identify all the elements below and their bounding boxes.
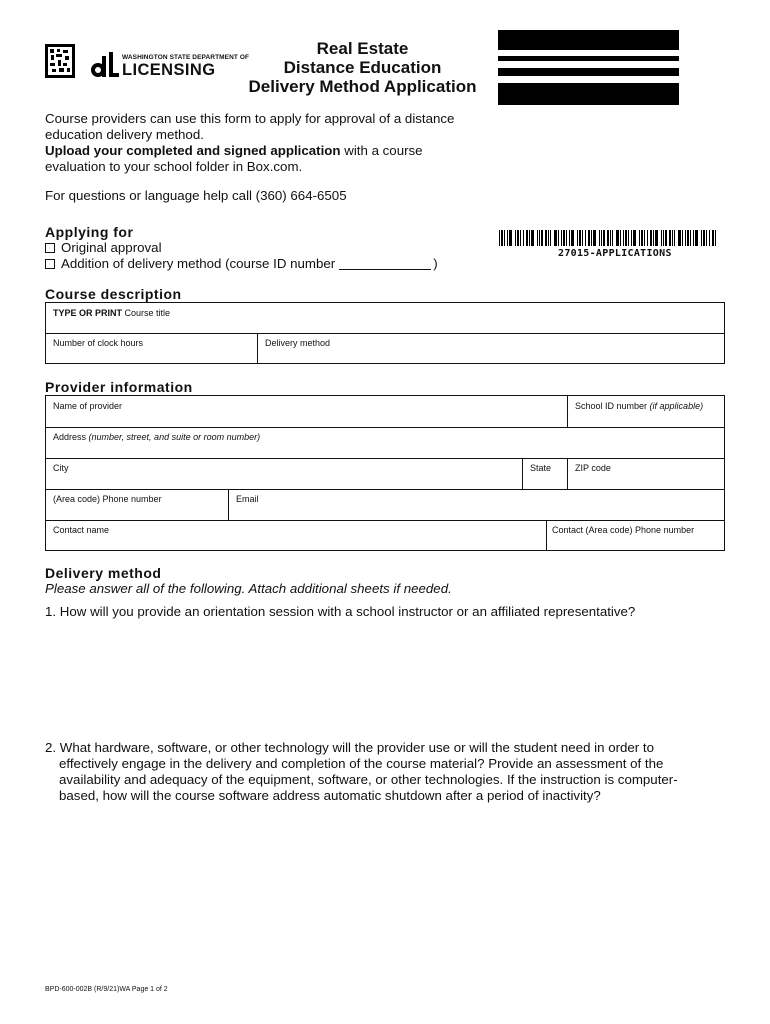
barcode-stripe <box>653 230 654 246</box>
barcode-stripe <box>529 230 530 246</box>
barcode-stripe <box>593 230 596 246</box>
barcode-stripe <box>655 230 658 246</box>
barcode-stripe <box>687 230 689 246</box>
barcode-stripe <box>504 230 505 246</box>
phone-label: (Area code) Phone number <box>53 494 162 504</box>
provider-name-label: Name of provider <box>53 401 123 411</box>
barcode-stripe <box>548 230 549 246</box>
original-approval-label: Original approval <box>61 240 162 255</box>
barcode-stripe <box>554 230 557 246</box>
barcode-stripe <box>561 230 562 246</box>
provider-heading: Provider information <box>45 379 193 395</box>
bar <box>498 83 679 105</box>
barcode-stripe <box>620 230 621 246</box>
barcode-stripe <box>612 230 613 246</box>
barcode-stripe <box>563 230 565 246</box>
barcode-stripe <box>520 230 521 246</box>
contact-phone-field[interactable] <box>547 520 724 550</box>
barcode-stripe <box>558 230 559 246</box>
intro-text <box>45 111 485 175</box>
barcode-stripe <box>607 230 609 246</box>
delivery-instruction: Please answer all of the following. Attach additional sheets if needed. <box>45 581 452 596</box>
barcode-stripe <box>610 230 611 246</box>
barcode-stripe <box>693 230 694 246</box>
barcode-stripe <box>690 230 691 246</box>
barcode-stripe <box>703 230 705 246</box>
state-field[interactable] <box>523 458 567 489</box>
barcode-stripe <box>507 230 508 246</box>
barcode-stripe <box>616 230 619 246</box>
upload-rest: with a course evaluation to your school folder in Box.com. <box>45 143 423 174</box>
barcode-stripe <box>577 230 578 246</box>
bar <box>498 68 679 76</box>
barcode-stripe <box>674 230 675 246</box>
applying-for-section <box>45 224 438 272</box>
barcode-stripe <box>545 230 547 246</box>
upload-instructions <box>45 143 485 175</box>
course-description-table <box>45 302 725 364</box>
upload-bold: Upload your completed and signed application <box>45 143 341 158</box>
barcode-stripe <box>682 230 683 246</box>
address-note: (number, street, and suite or room number) <box>88 432 261 442</box>
barcode-stripe <box>695 230 698 246</box>
barcode-stripe <box>709 230 710 246</box>
delivery-method-section <box>45 565 735 924</box>
applying-heading: Applying for <box>45 224 134 240</box>
barcode-stripe <box>531 230 534 246</box>
email-field[interactable] <box>229 489 724 520</box>
barcode-stripe <box>499 230 500 246</box>
provider-name-field[interactable] <box>46 396 567 427</box>
school-id-label: School ID number <box>575 401 650 411</box>
barcode-stripe <box>579 230 581 246</box>
barcode-stripe <box>715 230 716 246</box>
zip-label: ZIP code <box>575 463 611 473</box>
barcode-stripe <box>541 230 543 246</box>
barcode-stripe <box>509 230 512 246</box>
bar <box>498 56 679 61</box>
answer-2-area[interactable] <box>45 804 735 924</box>
barcode-stripe <box>639 230 640 246</box>
barcode-stripe <box>650 230 652 246</box>
school-id-field[interactable] <box>568 396 724 427</box>
barcode-stripe <box>515 230 516 246</box>
barcode-stripe <box>633 230 636 246</box>
addition-option[interactable] <box>45 256 438 272</box>
barcode-stripe <box>641 230 643 246</box>
course-title-field[interactable] <box>46 303 724 333</box>
barcode-stripe <box>591 230 592 246</box>
barcode-stripe <box>585 230 586 246</box>
barcode-stripe <box>706 230 707 246</box>
barcode-stripe <box>550 230 551 246</box>
barcode-stripe <box>712 230 714 246</box>
barcode-stripe <box>669 230 671 246</box>
addition-suffix: ) <box>433 256 438 271</box>
barcode-stripe <box>678 230 681 246</box>
barcode-stripe <box>582 230 583 246</box>
contact-name-label: Contact name <box>53 525 110 535</box>
barcode-stripe <box>566 230 567 246</box>
barcode-stripe <box>685 230 686 246</box>
barcode-stripe <box>523 230 524 246</box>
agency-name-small: WASHINGTON STATE DEPARTMENT OF <box>122 54 250 61</box>
delivery-method-label: Delivery method <box>265 338 331 348</box>
questions-contact: For questions or language help call (360) 664-6505 <box>45 188 347 203</box>
course-title-bold: TYPE OR PRINT <box>53 308 123 318</box>
barcode-stripe <box>623 230 624 246</box>
state-label: State <box>530 463 552 473</box>
barcode-stripe <box>601 230 602 246</box>
zip-field[interactable] <box>568 458 724 489</box>
barcode-stripe <box>647 230 648 246</box>
bar <box>498 30 679 50</box>
barcode-stripe <box>663 230 664 246</box>
email-label: Email <box>236 494 259 504</box>
course-title-label: Course title <box>122 308 171 318</box>
original-approval-option[interactable] <box>45 240 438 256</box>
contact-phone-label: Contact (Area code) Phone number <box>552 525 695 535</box>
barcode-stripe <box>661 230 662 246</box>
address-field[interactable] <box>46 427 724 458</box>
question-1: 1. How will you provide an orientation session with a school instructor or an affiliated representative? <box>45 604 636 619</box>
address-label: Address <box>53 432 89 442</box>
title-line-1: Real Estate <box>316 39 409 58</box>
city-label: City <box>53 463 69 473</box>
agency-name-big: LICENSING <box>122 61 216 79</box>
barcode-stripe <box>628 230 629 246</box>
dol-logo-mark-icon <box>90 52 120 78</box>
barcode-stripe <box>571 230 574 246</box>
barcode-stripe <box>526 230 528 246</box>
barcode-stripe <box>603 230 605 246</box>
barcode-stripe <box>644 230 645 246</box>
barcode-stripe <box>588 230 590 246</box>
school-id-note: (if applicable) <box>649 401 704 411</box>
original-approval-checkbox[interactable] <box>45 243 55 253</box>
contact-name-field[interactable] <box>46 520 546 550</box>
title-line-3: Delivery Method Application <box>248 77 477 96</box>
clock-hours-label: Number of clock hours <box>53 338 144 348</box>
barcode-stripe <box>501 230 503 246</box>
answer-1-area[interactable] <box>45 620 735 740</box>
title-line-2: Distance Education <box>283 58 442 77</box>
barcode-stripe <box>599 230 600 246</box>
intro-line: Course providers can use this form to apply for approval of a distance education delivery method. <box>45 111 455 142</box>
question-2: 2. What hardware, software, or other technology will the provider use or will the student need in order to effectively engage in the delivery and completion of the course material? Provide an assessment of the availability and adequacy of the equipment, software, or other technologies. If the instruction is computer-based, how will the course software address automatic shutdown after a period of inactivity? <box>45 740 678 803</box>
barcode-stripe <box>631 230 632 246</box>
city-field[interactable] <box>46 458 522 489</box>
barcode-stripe <box>672 230 673 246</box>
delivery-method-field[interactable] <box>258 333 724 363</box>
phone-field[interactable] <box>46 489 228 520</box>
qr-code-icon <box>45 44 75 78</box>
barcode-icon <box>499 230 719 246</box>
form-title <box>230 39 495 96</box>
barcode-stripe <box>701 230 702 246</box>
delivery-heading: Delivery method <box>45 565 162 581</box>
barcode-stripe <box>539 230 540 246</box>
clock-hours-field[interactable] <box>46 333 257 363</box>
barcode-stripe <box>537 230 538 246</box>
course-id-field[interactable] <box>339 258 431 270</box>
barcode-stripe <box>517 230 519 246</box>
addition-checkbox[interactable] <box>45 259 55 269</box>
provider-table <box>45 395 725 551</box>
form-footer: BPD-600-002B (R/9/21)WA Page 1 of 2 <box>45 986 168 993</box>
barcode-stripe <box>569 230 570 246</box>
barcode-stripe <box>665 230 667 246</box>
barcode-text: 27015-APPLICATIONS <box>558 248 672 259</box>
addition-label: Addition of delivery method (course ID number <box>61 256 336 271</box>
course-description-heading: Course description <box>45 286 182 302</box>
barcode-stripe <box>625 230 627 246</box>
